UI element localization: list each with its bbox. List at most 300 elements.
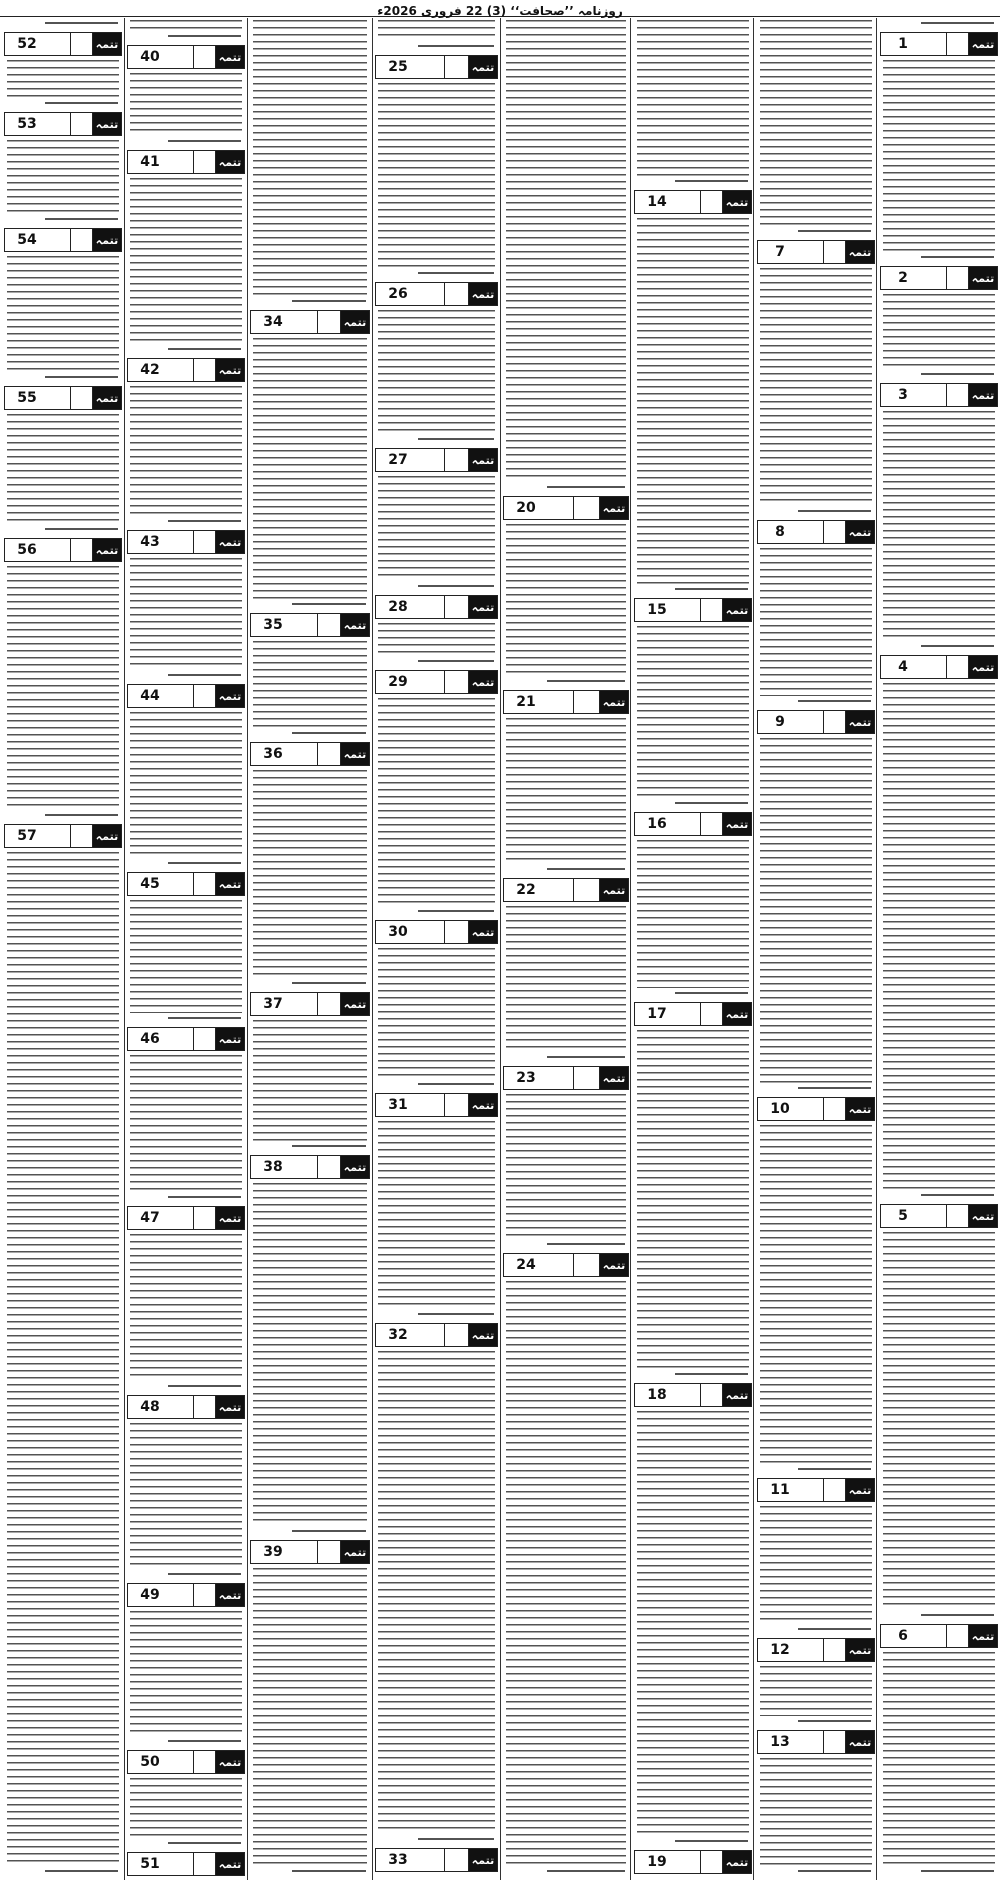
continuation-number: 2 bbox=[898, 270, 908, 286]
continuation-number: 44 bbox=[140, 688, 160, 704]
continuation-box-26 bbox=[375, 282, 498, 306]
box-cell bbox=[172, 359, 194, 381]
continuation-box-41 bbox=[127, 150, 245, 174]
article-text-last-line bbox=[292, 1530, 366, 1532]
article-text-block bbox=[637, 626, 749, 798]
continuation-label: تتمہ bbox=[846, 1639, 874, 1661]
box-cell bbox=[420, 283, 445, 305]
article-text-block bbox=[760, 1666, 872, 1716]
continuation-number: 41 bbox=[140, 154, 160, 170]
article-text-block bbox=[637, 218, 749, 584]
continuation-label: تتمہ bbox=[600, 497, 628, 519]
article-text-block bbox=[130, 20, 242, 31]
continuation-number: 1 bbox=[898, 36, 908, 52]
continuation-box-53 bbox=[4, 112, 122, 136]
continuation-number: 13 bbox=[770, 1734, 790, 1750]
continuation-number: 35 bbox=[263, 617, 283, 633]
box-cell bbox=[194, 46, 216, 68]
box-cell bbox=[445, 1849, 470, 1871]
article-text-last-line bbox=[168, 140, 241, 142]
continuation-number: 32 bbox=[388, 1327, 408, 1343]
article-text-last-line bbox=[418, 910, 494, 912]
box-cell bbox=[194, 531, 216, 553]
continuation-label: تتمہ bbox=[969, 1625, 997, 1647]
article-text-block bbox=[130, 1234, 242, 1381]
continuation-number: 19 bbox=[647, 1854, 667, 1870]
box-cell bbox=[548, 1067, 574, 1089]
continuation-box-50 bbox=[127, 1750, 245, 1774]
article-text-last-line bbox=[418, 1313, 494, 1315]
box-cell bbox=[318, 743, 341, 765]
article-text-block bbox=[760, 738, 872, 1083]
continuation-label: تتمہ bbox=[846, 1098, 874, 1120]
article-text-block bbox=[7, 852, 119, 1866]
box-cell bbox=[420, 1094, 445, 1116]
article-text-block bbox=[506, 718, 626, 864]
box-cell bbox=[947, 267, 969, 289]
box-cell bbox=[802, 1479, 824, 1501]
continuation-label: تتمہ bbox=[216, 1207, 244, 1229]
article-text-last-line bbox=[547, 1243, 625, 1245]
column-rule bbox=[630, 18, 631, 1880]
box-cell bbox=[925, 267, 947, 289]
article-text-last-line bbox=[418, 45, 494, 47]
continuation-label: تتمہ bbox=[216, 1853, 244, 1875]
continuation-box-54 bbox=[4, 228, 122, 252]
box-cell bbox=[172, 1853, 194, 1875]
box-cell bbox=[679, 599, 701, 621]
continuation-label: تتمہ bbox=[969, 656, 997, 678]
continuation-box-28 bbox=[375, 595, 498, 619]
continuation-label: تتمہ bbox=[341, 614, 369, 636]
page-header bbox=[0, 0, 1000, 17]
article-text-last-line bbox=[798, 510, 871, 512]
continuation-box-20 bbox=[503, 496, 629, 520]
continuation-box-13 bbox=[757, 1730, 875, 1754]
box-cell bbox=[679, 191, 701, 213]
article-text-block bbox=[130, 73, 242, 136]
box-cell bbox=[49, 387, 71, 409]
article-text-block bbox=[760, 20, 872, 226]
article-text-last-line bbox=[168, 1017, 241, 1019]
box-cell bbox=[318, 1541, 341, 1563]
box-cell bbox=[925, 1205, 947, 1227]
article-text-block bbox=[7, 60, 119, 98]
continuation-label: تتمہ bbox=[93, 113, 121, 135]
box-cell bbox=[194, 1853, 216, 1875]
continuation-number: 16 bbox=[647, 816, 667, 832]
box-cell bbox=[194, 1028, 216, 1050]
continuation-label: تتمہ bbox=[93, 229, 121, 251]
continuation-number: 23 bbox=[516, 1070, 536, 1086]
continuation-number: 34 bbox=[263, 314, 283, 330]
box-cell bbox=[947, 33, 969, 55]
article-text-last-line bbox=[675, 1840, 748, 1842]
box-cell bbox=[49, 825, 71, 847]
article-text-last-line bbox=[921, 1614, 994, 1616]
continuation-box-6 bbox=[880, 1624, 998, 1648]
box-cell bbox=[574, 1254, 600, 1276]
continuation-label: تتمہ bbox=[93, 387, 121, 409]
continuation-number: 30 bbox=[388, 924, 408, 940]
continuation-label: تتمہ bbox=[216, 1751, 244, 1773]
article-text-block bbox=[506, 20, 626, 482]
article-text-last-line bbox=[418, 438, 494, 440]
box-cell bbox=[295, 1541, 318, 1563]
continuation-box-51 bbox=[127, 1852, 245, 1876]
article-text-last-line bbox=[798, 230, 871, 232]
box-cell bbox=[701, 1851, 723, 1873]
article-text-block bbox=[760, 1758, 872, 1866]
box-cell bbox=[194, 151, 216, 173]
continuation-number: 25 bbox=[388, 59, 408, 75]
continuation-box-47 bbox=[127, 1206, 245, 1230]
box-cell bbox=[71, 825, 93, 847]
article-text-block bbox=[637, 1030, 749, 1369]
box-cell bbox=[172, 1207, 194, 1229]
box-cell bbox=[71, 539, 93, 561]
article-text-last-line bbox=[45, 814, 118, 816]
article-text-last-line bbox=[168, 674, 241, 676]
article-text-last-line bbox=[168, 1740, 241, 1742]
box-cell bbox=[318, 993, 341, 1015]
article-text-block bbox=[506, 1094, 626, 1239]
box-cell bbox=[420, 1324, 445, 1346]
continuation-number: 11 bbox=[770, 1482, 790, 1498]
continuation-label: تتمہ bbox=[969, 1205, 997, 1227]
continuation-number: 38 bbox=[263, 1159, 283, 1175]
box-cell bbox=[925, 656, 947, 678]
article-text-block bbox=[883, 683, 995, 1190]
continuation-label: تتمہ bbox=[469, 596, 497, 618]
box-cell bbox=[802, 241, 824, 263]
article-text-block bbox=[506, 1281, 626, 1866]
continuation-box-9 bbox=[757, 710, 875, 734]
continuation-box-1 bbox=[880, 32, 998, 56]
continuation-box-23 bbox=[503, 1066, 629, 1090]
box-cell bbox=[701, 191, 723, 213]
box-cell bbox=[295, 743, 318, 765]
continuation-box-24 bbox=[503, 1253, 629, 1277]
box-cell bbox=[71, 113, 93, 135]
article-text-last-line bbox=[292, 300, 366, 302]
continuation-label: تتمہ bbox=[341, 1541, 369, 1563]
article-text-block bbox=[378, 623, 495, 656]
article-text-last-line bbox=[675, 1373, 748, 1375]
box-cell bbox=[824, 1731, 846, 1753]
box-cell bbox=[172, 1751, 194, 1773]
box-cell bbox=[679, 1003, 701, 1025]
article-text-last-line bbox=[675, 588, 748, 590]
continuation-box-17 bbox=[634, 1002, 752, 1026]
continuation-box-43 bbox=[127, 530, 245, 554]
continuation-number: 54 bbox=[17, 232, 37, 248]
article-text-last-line bbox=[292, 732, 366, 734]
article-text-block bbox=[130, 1778, 242, 1838]
article-text-block bbox=[378, 698, 495, 906]
box-cell bbox=[49, 113, 71, 135]
continuation-number: 46 bbox=[140, 1031, 160, 1047]
column-rule bbox=[247, 18, 248, 1880]
box-cell bbox=[318, 614, 341, 636]
continuation-box-14 bbox=[634, 190, 752, 214]
article-text-last-line bbox=[798, 1628, 871, 1630]
box-cell bbox=[701, 1003, 723, 1025]
article-text-last-line bbox=[168, 1842, 241, 1844]
article-text-last-line bbox=[168, 35, 241, 37]
box-cell bbox=[802, 711, 824, 733]
continuation-label: تتمہ bbox=[846, 241, 874, 263]
article-text-block bbox=[378, 1351, 495, 1834]
continuation-label: تتمہ bbox=[723, 1003, 751, 1025]
article-text-block bbox=[7, 566, 119, 810]
box-cell bbox=[420, 1849, 445, 1871]
box-cell bbox=[824, 711, 846, 733]
article-text-block bbox=[253, 1183, 367, 1526]
article-text-last-line bbox=[168, 1196, 241, 1198]
article-text-block bbox=[760, 548, 872, 696]
continuation-label: تتمہ bbox=[469, 56, 497, 78]
continuation-label: تتمہ bbox=[969, 33, 997, 55]
continuation-box-30 bbox=[375, 920, 498, 944]
continuation-label: تتمہ bbox=[216, 359, 244, 381]
article-text-last-line bbox=[547, 1870, 625, 1872]
article-text-block bbox=[253, 1568, 367, 1866]
article-text-last-line bbox=[292, 982, 366, 984]
article-text-block bbox=[130, 1055, 242, 1192]
continuation-label: تتمہ bbox=[469, 1094, 497, 1116]
continuation-number: 49 bbox=[140, 1587, 160, 1603]
continuation-label: تتمہ bbox=[723, 1851, 751, 1873]
article-text-last-line bbox=[798, 1468, 871, 1470]
continuation-label: تتمہ bbox=[600, 1254, 628, 1276]
box-cell bbox=[420, 56, 445, 78]
article-text-block bbox=[378, 1121, 495, 1309]
continuation-number: 12 bbox=[770, 1642, 790, 1658]
box-cell bbox=[701, 599, 723, 621]
continuation-label: تتمہ bbox=[600, 691, 628, 713]
continuation-number: 4 bbox=[898, 659, 908, 675]
article-text-block bbox=[253, 641, 367, 728]
continuation-number: 48 bbox=[140, 1399, 160, 1415]
box-cell bbox=[947, 1205, 969, 1227]
continuation-number: 21 bbox=[516, 694, 536, 710]
article-text-last-line bbox=[921, 1870, 994, 1872]
article-text-block bbox=[378, 310, 495, 434]
continuation-box-12 bbox=[757, 1638, 875, 1662]
article-text-last-line bbox=[168, 520, 241, 522]
article-text-last-line bbox=[675, 180, 748, 182]
article-text-last-line bbox=[168, 1573, 241, 1575]
box-cell bbox=[679, 813, 701, 835]
continuation-box-15 bbox=[634, 598, 752, 622]
box-cell bbox=[194, 873, 216, 895]
continuation-label: تتمہ bbox=[216, 531, 244, 553]
continuation-label: تتمہ bbox=[723, 599, 751, 621]
continuation-label: تتمہ bbox=[216, 1028, 244, 1050]
box-cell bbox=[824, 1098, 846, 1120]
box-cell bbox=[548, 497, 574, 519]
continuation-label: تتمہ bbox=[469, 283, 497, 305]
article-text-last-line bbox=[798, 1720, 871, 1722]
continuation-number: 40 bbox=[140, 49, 160, 65]
continuation-number: 7 bbox=[775, 244, 785, 260]
box-cell bbox=[71, 33, 93, 55]
box-cell bbox=[318, 311, 341, 333]
continuation-label: تتمہ bbox=[723, 191, 751, 213]
continuation-box-31 bbox=[375, 1093, 498, 1117]
box-cell bbox=[194, 1584, 216, 1606]
box-cell bbox=[445, 596, 470, 618]
continuation-number: 52 bbox=[17, 36, 37, 52]
article-text-last-line bbox=[418, 660, 494, 662]
article-text-last-line bbox=[418, 272, 494, 274]
continuation-label: تتمہ bbox=[723, 813, 751, 835]
box-cell bbox=[71, 229, 93, 251]
continuation-number: 53 bbox=[17, 116, 37, 132]
continuation-number: 26 bbox=[388, 286, 408, 302]
continuation-label: تتمہ bbox=[600, 879, 628, 901]
box-cell bbox=[824, 521, 846, 543]
box-cell bbox=[824, 1479, 846, 1501]
box-cell bbox=[172, 46, 194, 68]
continuation-number: 51 bbox=[140, 1856, 160, 1872]
continuation-number: 37 bbox=[263, 996, 283, 1012]
continuation-box-55 bbox=[4, 386, 122, 410]
article-text-last-line bbox=[921, 256, 994, 258]
box-cell bbox=[824, 1639, 846, 1661]
box-cell bbox=[172, 151, 194, 173]
continuation-box-44 bbox=[127, 684, 245, 708]
article-text-last-line bbox=[292, 1145, 366, 1147]
continuation-box-34 bbox=[250, 310, 370, 334]
continuation-number: 22 bbox=[516, 882, 536, 898]
article-text-block bbox=[130, 900, 242, 1013]
continuation-box-18 bbox=[634, 1383, 752, 1407]
article-text-last-line bbox=[168, 348, 241, 350]
continuation-number: 3 bbox=[898, 387, 908, 403]
continuation-label: تتمہ bbox=[469, 671, 497, 693]
article-text-last-line bbox=[547, 486, 625, 488]
article-text-block bbox=[378, 948, 495, 1079]
box-cell bbox=[172, 1396, 194, 1418]
article-text-block bbox=[378, 83, 495, 268]
continuation-label: تتمہ bbox=[846, 1731, 874, 1753]
box-cell bbox=[701, 813, 723, 835]
article-text-last-line bbox=[547, 680, 625, 682]
article-text-last-line bbox=[921, 373, 994, 375]
continuation-number: 6 bbox=[898, 1628, 908, 1644]
continuation-box-5 bbox=[880, 1204, 998, 1228]
box-cell bbox=[679, 1851, 701, 1873]
box-cell bbox=[71, 387, 93, 409]
continuation-box-4 bbox=[880, 655, 998, 679]
continuation-number: 5 bbox=[898, 1208, 908, 1224]
continuation-label: تتمہ bbox=[93, 825, 121, 847]
continuation-label: تتمہ bbox=[93, 539, 121, 561]
continuation-box-39 bbox=[250, 1540, 370, 1564]
continuation-box-36 bbox=[250, 742, 370, 766]
continuation-label: تتمہ bbox=[216, 1584, 244, 1606]
continuation-label: تتمہ bbox=[341, 1156, 369, 1178]
box-cell bbox=[420, 921, 445, 943]
continuation-box-40 bbox=[127, 45, 245, 69]
continuation-box-46 bbox=[127, 1027, 245, 1051]
article-text-block bbox=[883, 411, 995, 641]
article-text-last-line bbox=[45, 102, 118, 104]
box-cell bbox=[295, 1156, 318, 1178]
article-text-block bbox=[506, 524, 626, 676]
article-text-block bbox=[130, 178, 242, 344]
continuation-box-25 bbox=[375, 55, 498, 79]
continuation-label: تتمہ bbox=[469, 1324, 497, 1346]
continuation-number: 57 bbox=[17, 828, 37, 844]
article-text-block bbox=[883, 60, 995, 252]
continuation-number: 27 bbox=[388, 452, 408, 468]
page-title: روزنامہ ’’صحافت‘‘ (3) 22 فروری 2026ء bbox=[377, 4, 623, 18]
continuation-number: 43 bbox=[140, 534, 160, 550]
box-cell bbox=[445, 283, 470, 305]
continuation-box-32 bbox=[375, 1323, 498, 1347]
article-text-last-line bbox=[675, 802, 748, 804]
box-cell bbox=[548, 879, 574, 901]
column-rule bbox=[876, 18, 877, 1880]
continuation-box-49 bbox=[127, 1583, 245, 1607]
box-cell bbox=[445, 1094, 470, 1116]
article-text-last-line bbox=[921, 22, 994, 24]
continuation-box-29 bbox=[375, 670, 498, 694]
box-cell bbox=[420, 596, 445, 618]
continuation-box-2 bbox=[880, 266, 998, 290]
column-rule bbox=[372, 18, 373, 1880]
article-text-last-line bbox=[921, 645, 994, 647]
box-cell bbox=[172, 1584, 194, 1606]
continuation-number: 17 bbox=[647, 1006, 667, 1022]
continuation-label: تتمہ bbox=[469, 449, 497, 471]
continuation-box-56 bbox=[4, 538, 122, 562]
continuation-number: 8 bbox=[775, 524, 785, 540]
box-cell bbox=[574, 497, 600, 519]
box-cell bbox=[574, 691, 600, 713]
article-text-block bbox=[760, 268, 872, 506]
article-text-block bbox=[760, 1506, 872, 1624]
continuation-number: 9 bbox=[775, 714, 785, 730]
box-cell bbox=[194, 359, 216, 381]
article-text-last-line bbox=[798, 1870, 871, 1872]
article-text-last-line bbox=[168, 862, 241, 864]
continuation-number: 24 bbox=[516, 1257, 536, 1273]
continuation-label: تتمہ bbox=[969, 384, 997, 406]
box-cell bbox=[947, 656, 969, 678]
box-cell bbox=[574, 1067, 600, 1089]
continuation-label: تتمہ bbox=[216, 685, 244, 707]
article-text-block bbox=[883, 1652, 995, 1866]
article-text-last-line bbox=[45, 218, 118, 220]
box-cell bbox=[574, 879, 600, 901]
box-cell bbox=[925, 1625, 947, 1647]
article-text-block bbox=[7, 140, 119, 214]
continuation-number: 18 bbox=[647, 1387, 667, 1403]
article-text-last-line bbox=[168, 1385, 241, 1387]
continuation-number: 15 bbox=[647, 602, 667, 618]
article-text-block bbox=[637, 840, 749, 988]
continuation-box-42 bbox=[127, 358, 245, 382]
continuation-box-48 bbox=[127, 1395, 245, 1419]
continuation-box-33 bbox=[375, 1848, 498, 1872]
box-cell bbox=[49, 539, 71, 561]
box-cell bbox=[295, 311, 318, 333]
continuation-box-35 bbox=[250, 613, 370, 637]
